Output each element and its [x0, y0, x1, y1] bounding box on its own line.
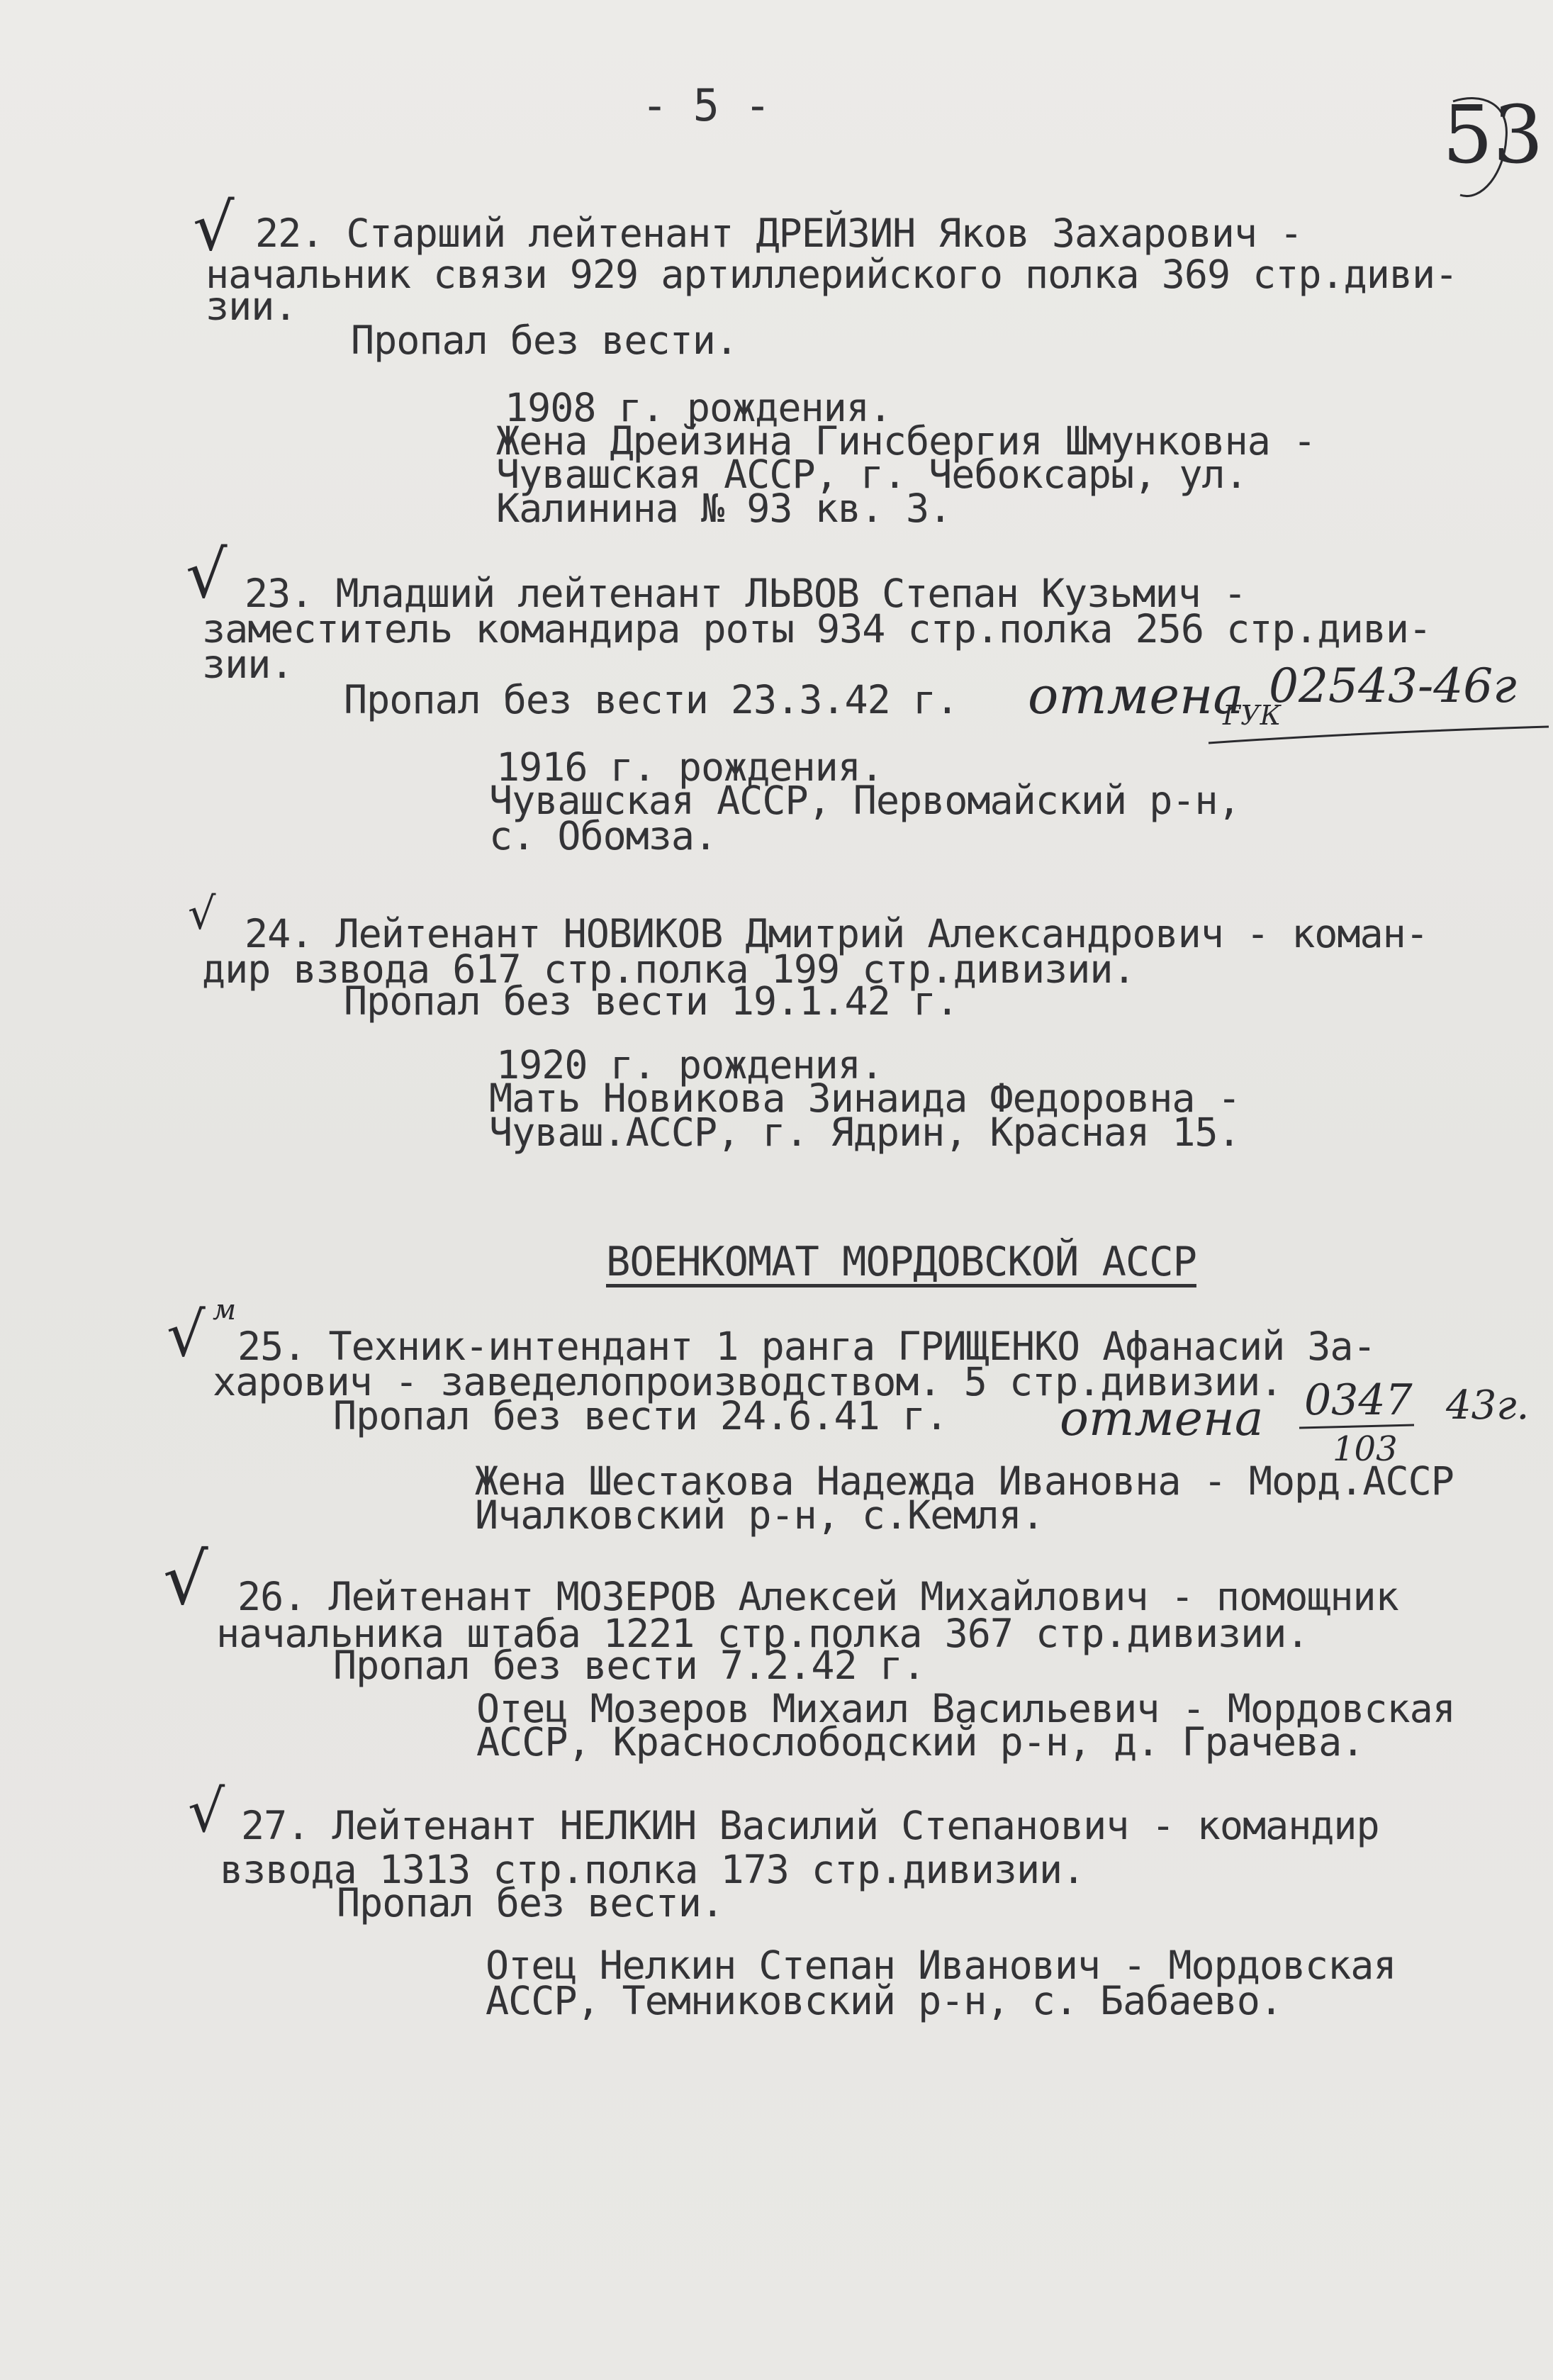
entry-25-line-1: 25. Техник-интендант 1 ранга ГРИЩЕНКО Афанасий За-	[237, 1324, 1376, 1369]
entry-22-detail-2: Жена Дрейзина Гинсбергия Шмунковна -	[496, 418, 1316, 464]
entry-24-detail-3: Чуваш.АССР, г. Ядрин, Красная 15.	[489, 1110, 1240, 1155]
entry-23-line-1: 23. Младший лейтенант ЛЬВОВ Степан Кузьмич -	[245, 571, 1246, 616]
entry-26-detail-1: Отец Мозеров Михаил Васильевич - Мордовская	[476, 1686, 1455, 1731]
entry-22-detail-4: Калинина № 93 кв. 3.	[496, 486, 952, 531]
entry-24-line-2: дир взвода 617 стр.полка 199 стр.дивизии.	[202, 946, 1136, 992]
entry-23-detail-3: с. Обомза.	[489, 813, 717, 859]
entry-27-line-2: взвода 1313 стр.полка 173 стр.дивизии.	[220, 1847, 1085, 1892]
handwritten-order-prefix: ГУК	[1223, 700, 1282, 731]
entry-27-missing: Пропал без вести.	[337, 1880, 724, 1926]
entry-24-missing: Пропал без вести 19.1.42 г.	[344, 978, 959, 1024]
entry-26-line-2: начальника штаба 1221 стр.полка 367 стр.дивизии.	[216, 1611, 1309, 1656]
entry-23-missing: Пропал без вести 23.3.42 г.	[344, 677, 959, 722]
entry-24-detail-1: 1920 г. рождения.	[496, 1042, 883, 1088]
archive-mark-loop	[1439, 89, 1517, 209]
checkmark: √	[193, 189, 235, 265]
entry-22-missing: Пропал без вести.	[351, 318, 738, 363]
entry-23-line-2: заместитель командира роты 934 стр.полка 256 стр.диви-	[202, 606, 1432, 652]
entry-25-line-2: харович - заведелопроизводством. 5 стр.дивизии.	[213, 1359, 1283, 1404]
archive-mark: 53	[1442, 89, 1544, 181]
page-number: - 5 -	[641, 79, 770, 131]
checkmark: √	[163, 1538, 208, 1621]
handwritten-order-number: 0347	[1304, 1375, 1413, 1425]
entry-22-detail-3: Чувашская АССР, г. Чебоксары, ул.	[496, 452, 1248, 497]
entry-26-detail-2: АССР, Краснослободский р-н, д. Грачева.	[476, 1719, 1364, 1765]
handwritten-cancel-note: отмена	[1060, 1391, 1264, 1447]
entry-23-detail-2: Чувашская АССР, Первомайский р-н,	[489, 778, 1240, 823]
entry-26-missing: Пропал без вести 7.2.42 г.	[333, 1643, 925, 1688]
checkmark: √	[167, 1300, 206, 1370]
checkmark: √	[188, 1778, 225, 1845]
entry-22-line-1: 22. Старший лейтенант ДРЕЙЗИН Яков Захарович -	[255, 211, 1303, 256]
entry-22-line-3: зии.	[206, 284, 297, 329]
entry-25-missing: Пропал без вести 24.6.41 г.	[333, 1393, 948, 1438]
entry-25-detail-2: Ичалковский р-н, с.Кемля.	[475, 1492, 1044, 1538]
entry-22-detail-1: 1908 г. рождения.	[505, 385, 892, 430]
entry-24-detail-2: Мать Новикова Зинаида Федоровна -	[489, 1076, 1240, 1121]
entry-27-detail-2: АССР, Темниковский р-н, с. Бабаево.	[486, 1978, 1282, 2023]
handwritten-order-year: 43г.	[1446, 1382, 1530, 1429]
handwritten-order-denominator: 103	[1333, 1429, 1398, 1469]
entry-27-detail-1: Отец Нелкин Степан Иванович - Мордовская	[486, 1943, 1396, 1988]
entry-26-line-1: 26. Лейтенант МОЗЕРОВ Алексей Михайлович - помощник	[237, 1574, 1398, 1619]
entry-23-detail-1: 1916 г. рождения.	[496, 744, 883, 790]
entry-27-line-1: 27. Лейтенант НЕЛКИН Василий Степанович - командир	[241, 1803, 1379, 1848]
entry-25-detail-1: Жена Шестакова Надежда Ивановна - Морд.АССР	[475, 1458, 1454, 1504]
entry-23-line-3: зии.	[202, 642, 293, 687]
checkmark: √	[188, 888, 216, 939]
entry-24-line-1: 24. Лейтенант НОВИКОВ Дмитрий Александрович - коман-	[245, 911, 1428, 956]
handwritten-order-number: 02543-46г	[1269, 659, 1517, 713]
handwritten-check-note: м	[213, 1294, 237, 1326]
checkmark: √	[186, 537, 228, 613]
section-heading: ВОЕНКОМАТ МОРДОВСКОЙ АССР	[606, 1239, 1196, 1285]
handwritten-cancel-note: отмена	[1028, 666, 1244, 725]
handwritten-underline	[1205, 723, 1552, 752]
entry-22-line-2: начальник связи 929 артиллерийского полка 369 стр.диви-	[206, 252, 1458, 297]
